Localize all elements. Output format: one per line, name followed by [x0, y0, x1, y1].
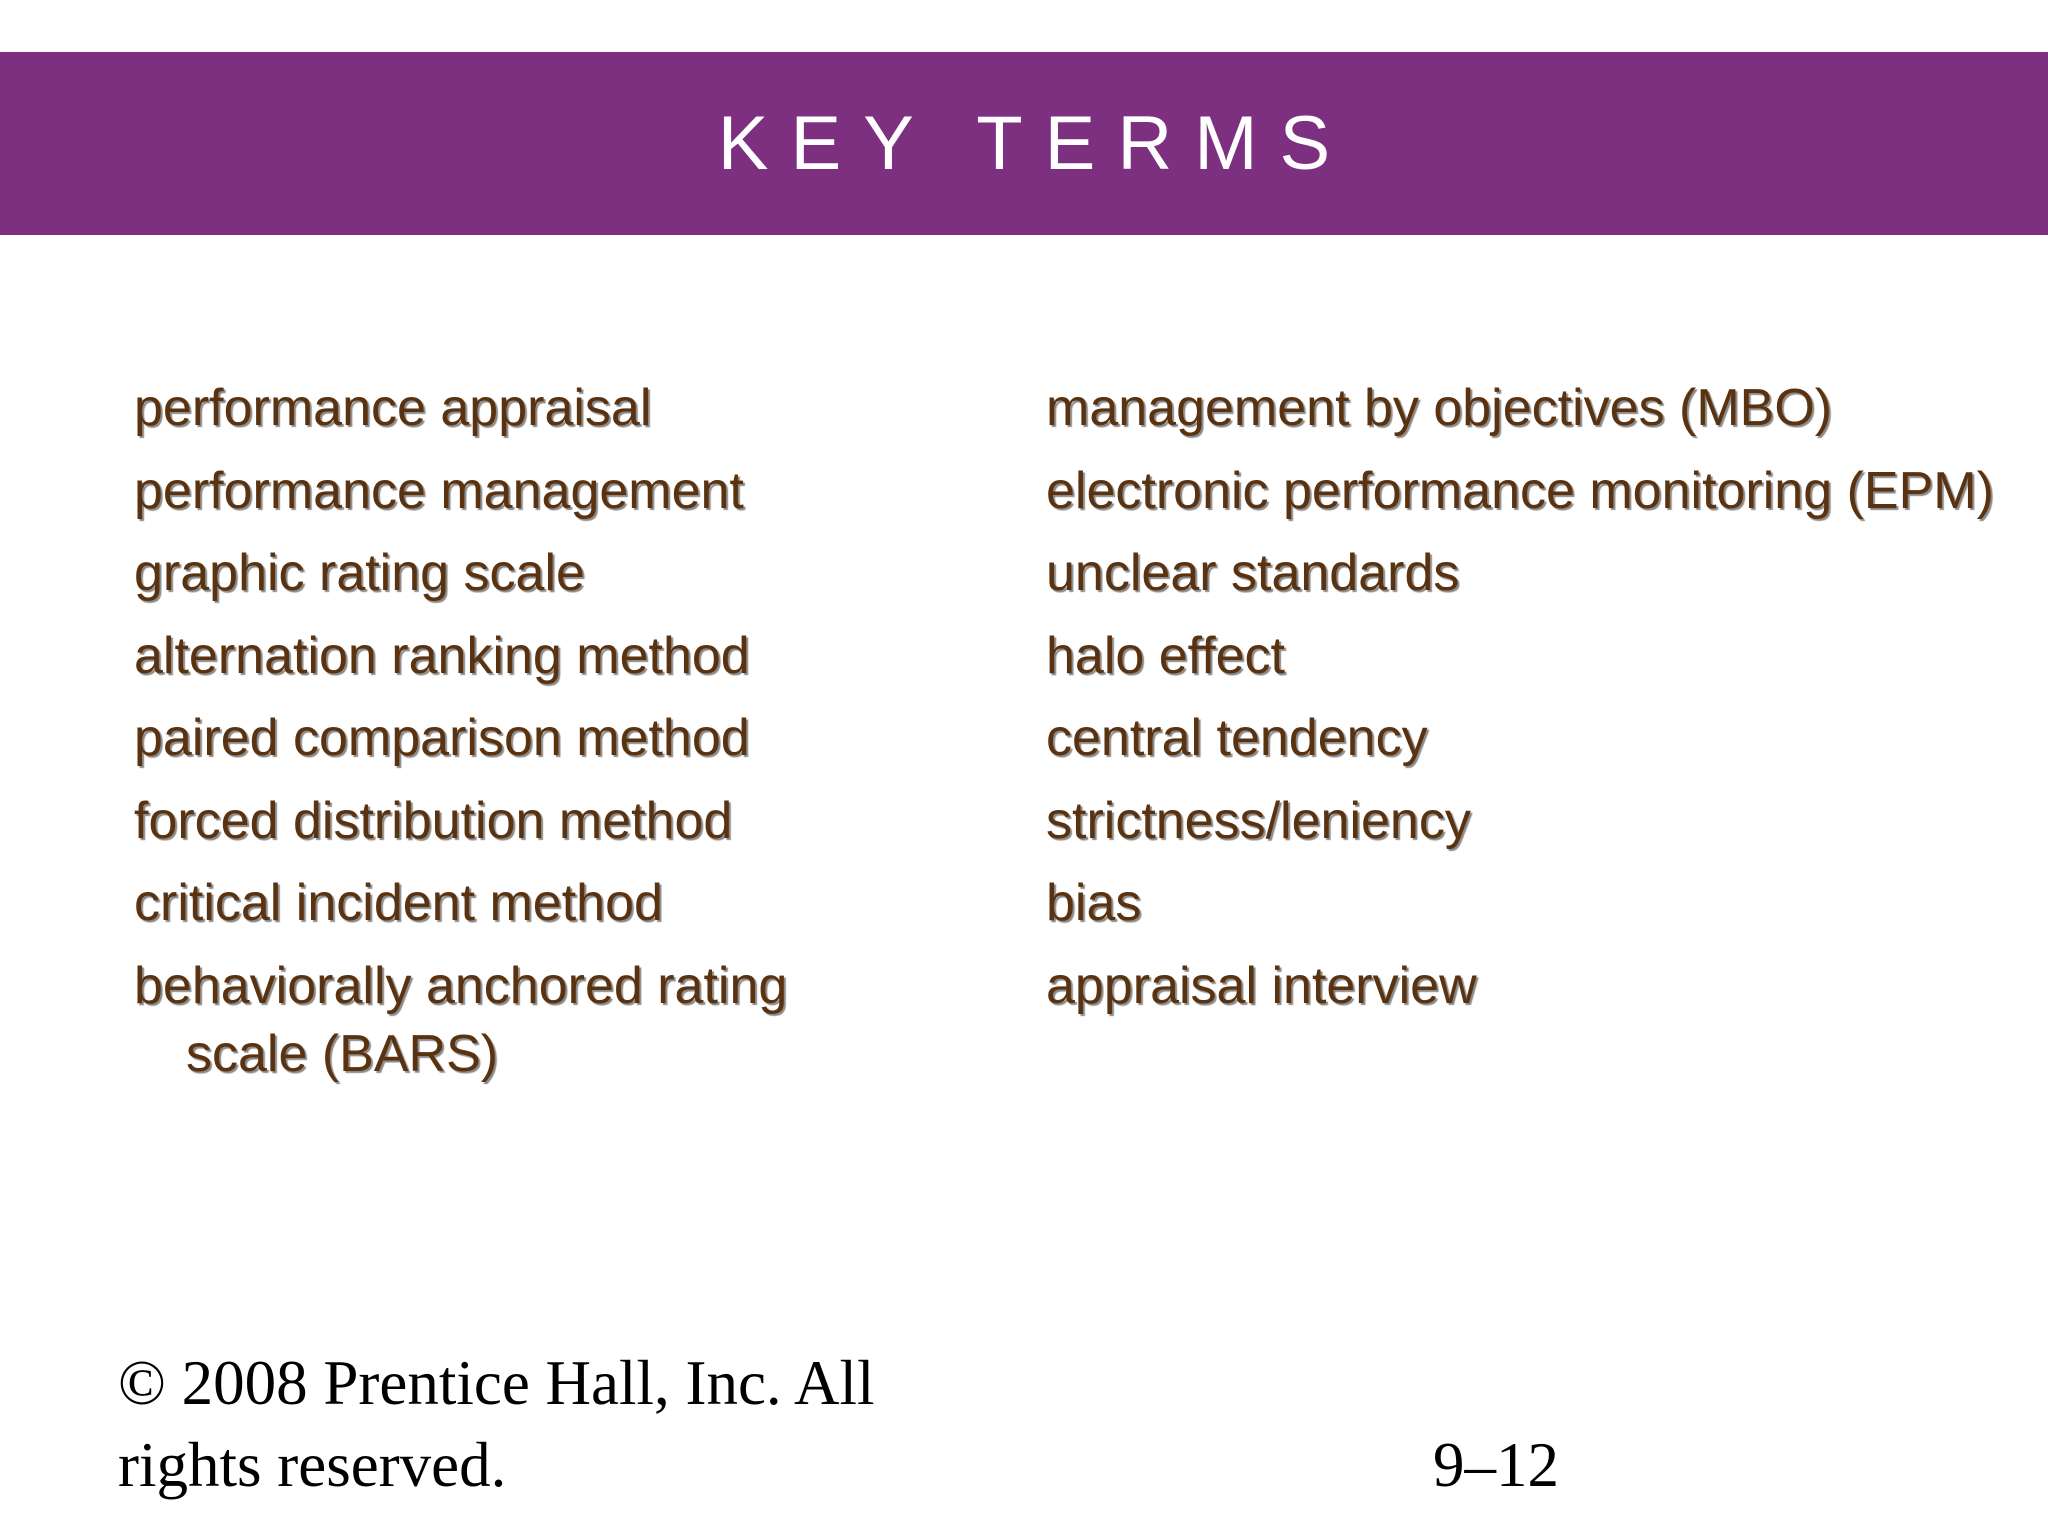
term-item: behaviorally anchored rating scale (BARS) — [134, 956, 788, 1083]
term-item: forced distribution method — [134, 791, 733, 850]
term-item: alternation ranking method — [134, 626, 750, 685]
left-term-list — [134, 374, 914, 1102]
term-item: appraisal interview — [1046, 956, 1477, 1015]
term-item: paired comparison method — [134, 709, 750, 767]
title-bar — [0, 52, 2048, 235]
term-item: central tendency — [1046, 709, 1428, 767]
term-item: bias — [1046, 874, 1142, 932]
page-number: 9–12 — [1433, 1430, 1559, 1500]
term-item: halo effect — [1046, 626, 1286, 685]
term-item: critical incident method — [134, 874, 663, 932]
term-item: management by objectives (MBO) — [1046, 379, 1833, 437]
term-item: strictness/leniency — [1046, 791, 1471, 850]
right-term-list — [1046, 374, 2006, 1034]
slide-title: KEY TERMS — [717, 101, 1353, 186]
term-item: electronic performance monitoring (EPM) — [1046, 461, 1994, 520]
term-item: graphic rating scale — [134, 544, 585, 602]
term-item: unclear standards — [1046, 544, 1460, 602]
term-item: performance management — [134, 461, 744, 520]
term-item: performance appraisal — [134, 379, 652, 437]
copyright-notice: © 2008 Prentice Hall, Inc. All rights reserved. — [118, 1348, 875, 1500]
